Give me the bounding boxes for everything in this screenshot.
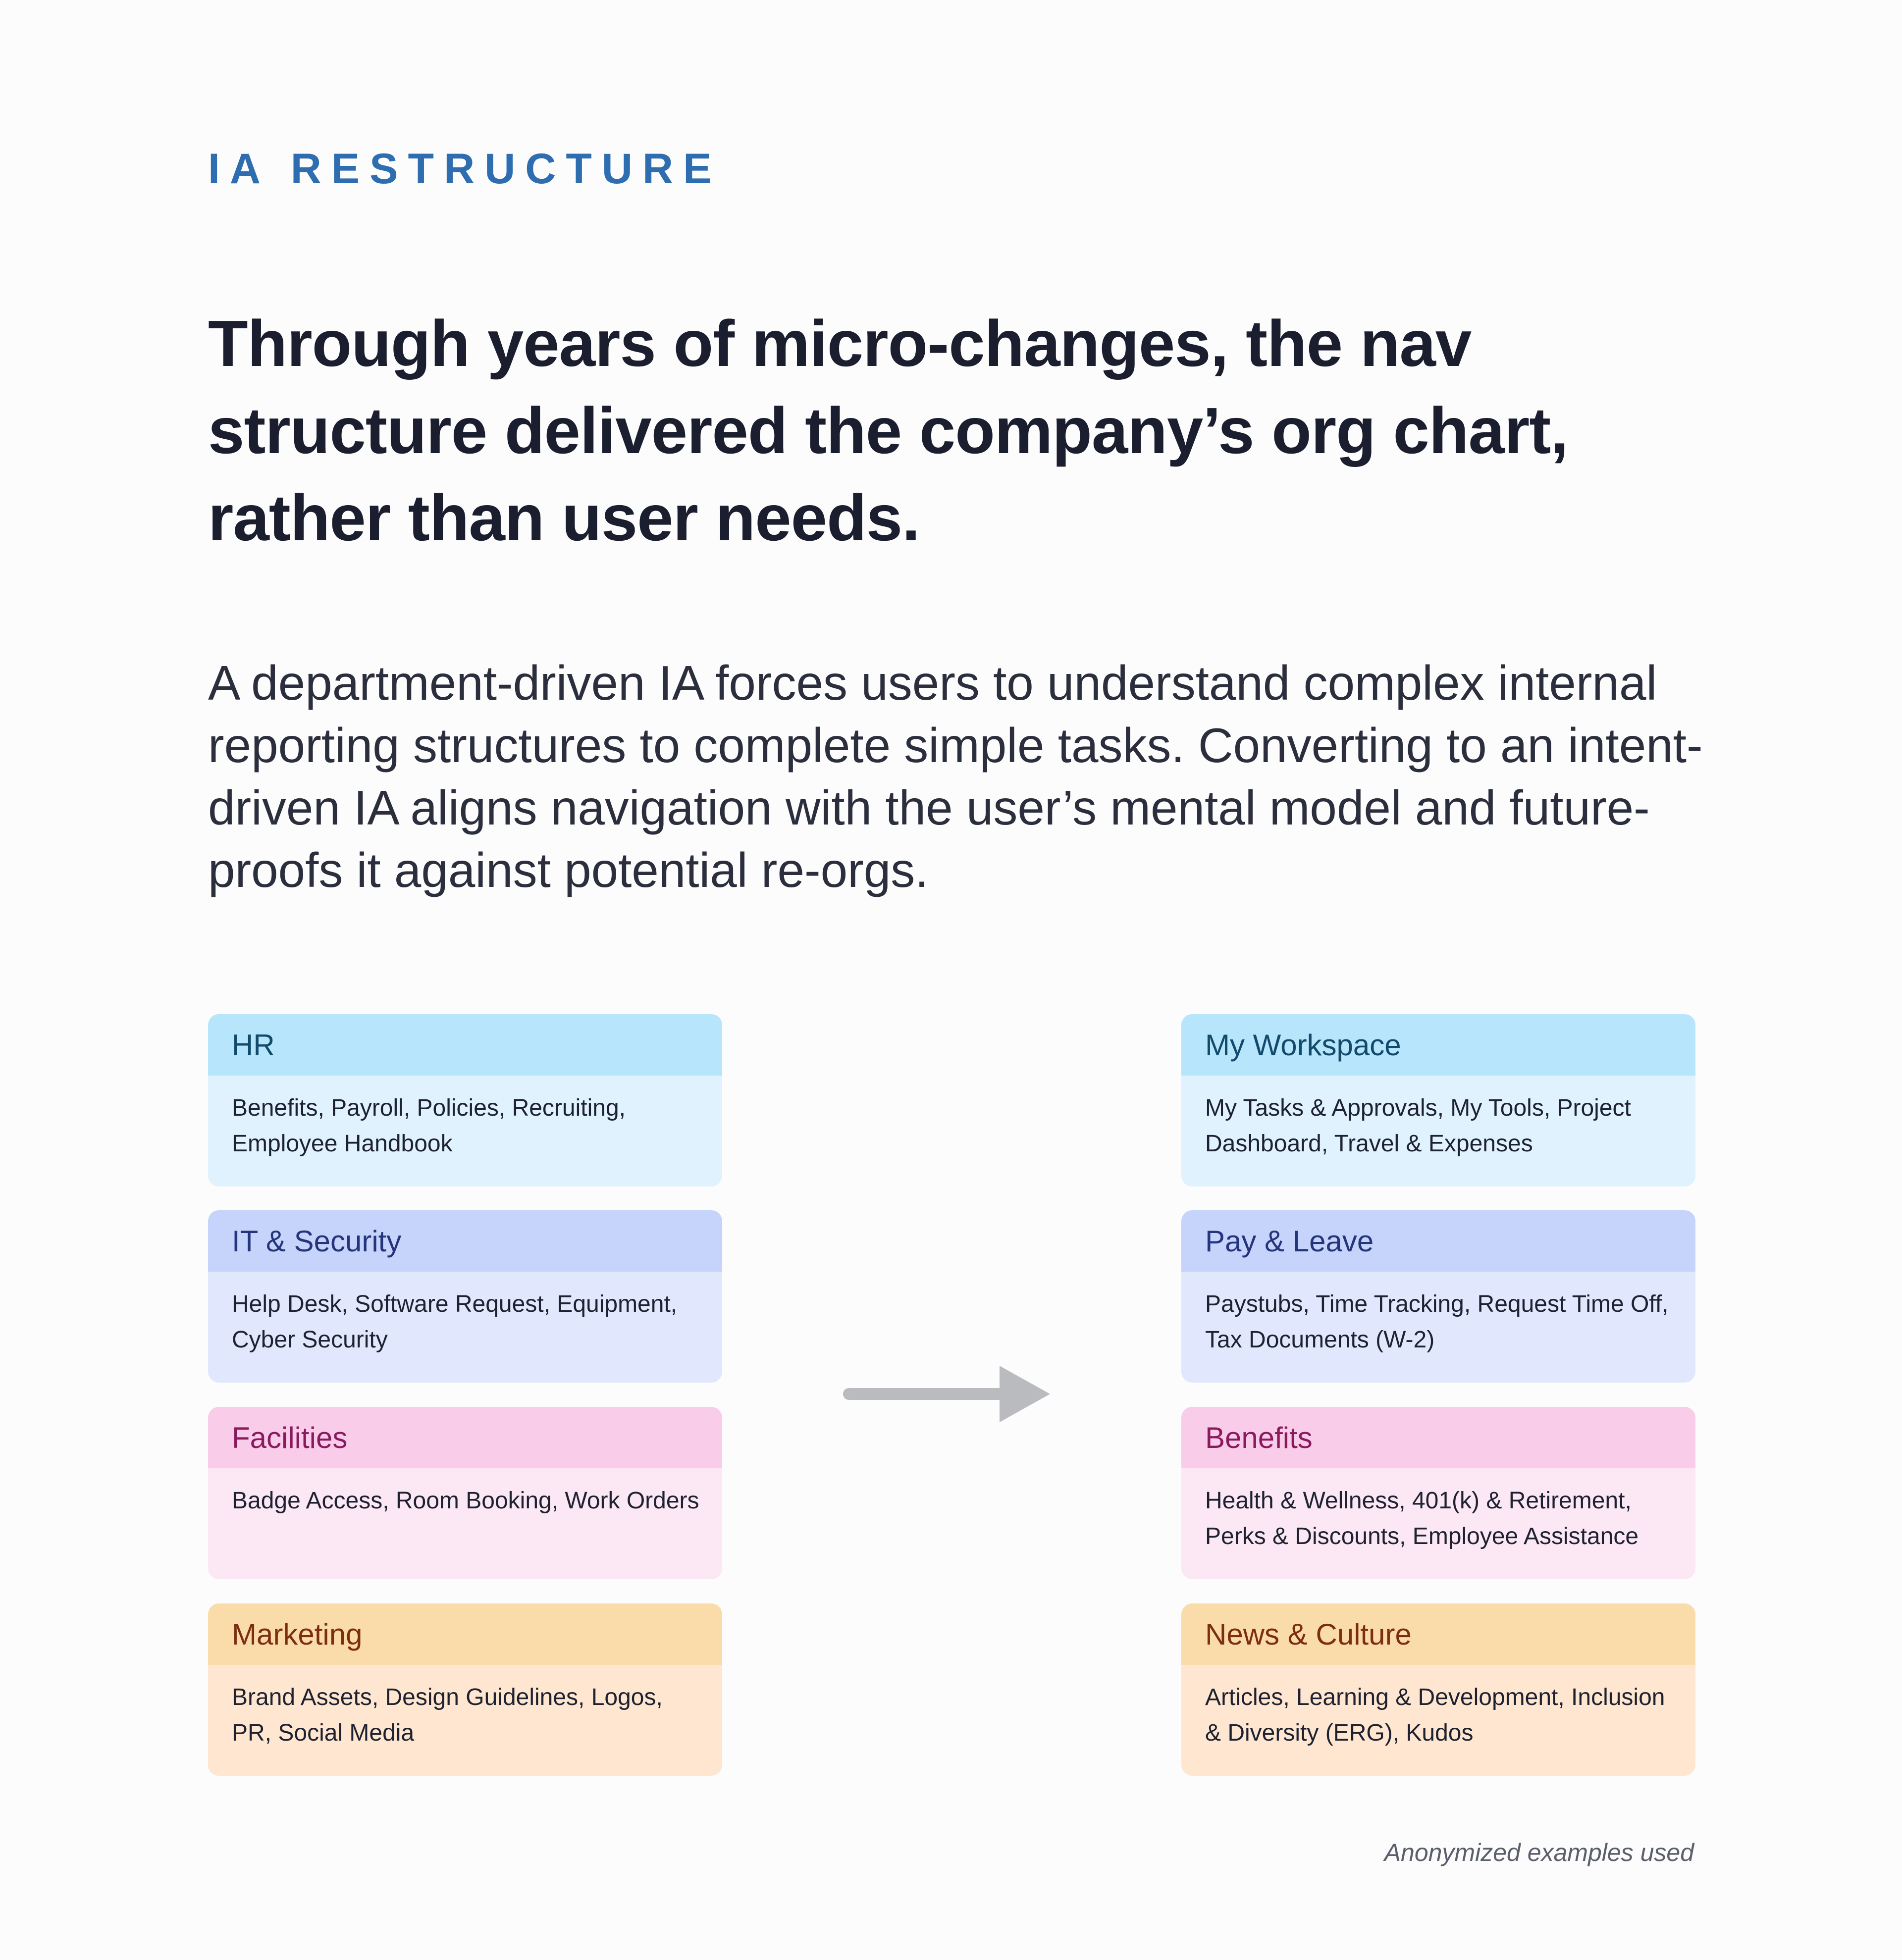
- headline: Through years of micro-changes, the nav structure delivered the company’s org chart, rather than user needs.: [208, 307, 1568, 554]
- after-card-benefits: [1181, 1407, 1695, 1579]
- before-card-hr: [208, 1014, 722, 1186]
- card-items: My Tasks & Approvals, My Tools, Project Dashboard, Travel & Expenses: [1181, 1076, 1695, 1186]
- card-title: Facilities: [208, 1407, 722, 1468]
- before-card-it-security: [208, 1210, 722, 1383]
- card-title: Benefits: [1181, 1407, 1695, 1468]
- after-card-news-culture: [1181, 1603, 1695, 1776]
- eyebrow-label: IA RESTRUCTURE: [208, 145, 722, 193]
- after-card-my-workspace: [1181, 1014, 1695, 1186]
- body-text: A department-driven IA forces users to understand complex internal reporting structures to complete simple tasks. Converting to an intent-driven IA aligns navigation with the user’s mental model and future-proofs it against potential re-orgs.: [208, 656, 1703, 897]
- card-items: Brand Assets, Design Guidelines, Logos, PR, Social Media: [208, 1665, 722, 1776]
- card-items: Paystubs, Time Tracking, Request Time Off, Tax Documents (W-2): [1181, 1272, 1695, 1383]
- card-items: Badge Access, Room Booking, Work Orders: [208, 1468, 722, 1579]
- card-title: My Workspace: [1181, 1014, 1695, 1076]
- card-title: Marketing: [208, 1603, 722, 1665]
- card-items: Benefits, Payroll, Policies, Recruiting, Employee Handbook: [208, 1076, 722, 1186]
- card-items: Health & Wellness, 401(k) & Retirement, Perks & Discounts, Employee Assistance: [1181, 1468, 1695, 1579]
- card-title: HR: [208, 1014, 722, 1076]
- card-items: Help Desk, Software Request, Equipment, Cyber Security: [208, 1272, 722, 1383]
- card-title: News & Culture: [1181, 1603, 1695, 1665]
- card-items: Articles, Learning & Development, Inclusion & Diversity (ERG), Kudos: [1181, 1665, 1695, 1776]
- arrow-right-icon: [842, 1362, 1055, 1426]
- after-card-pay-leave: [1181, 1210, 1695, 1383]
- before-card-facilities: [208, 1407, 722, 1579]
- card-title: Pay & Leave: [1181, 1210, 1695, 1272]
- before-card-marketing: [208, 1603, 722, 1776]
- card-title: IT & Security: [208, 1210, 722, 1272]
- footnote: Anonymized examples used: [1384, 1839, 1694, 1866]
